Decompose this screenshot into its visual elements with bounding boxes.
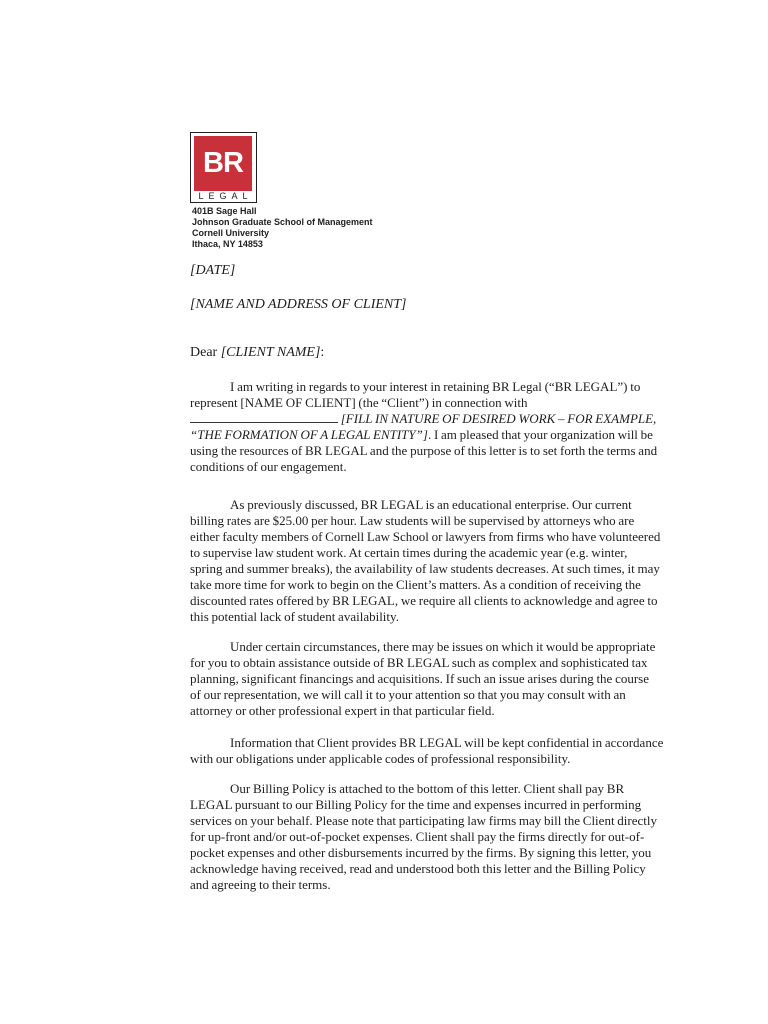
salutation-prefix: Dear bbox=[190, 345, 221, 360]
paragraph-line: discounted rates offered by BR LEGAL, we require all clients to acknowledge and agree to bbox=[190, 593, 658, 608]
address-line: Cornell University bbox=[192, 228, 270, 238]
paragraph-billing-policy bbox=[190, 781, 690, 893]
paragraph-line: acknowledge having received, read and understood both this letter and the Billing Policy bbox=[190, 861, 646, 876]
logo-wordmark: LEGAL bbox=[198, 191, 253, 201]
fill-in-blank bbox=[190, 412, 338, 423]
work-placeholder: [FILL IN NATURE OF DESIRED WORK – FOR EXAMPLE, bbox=[340, 411, 657, 426]
paragraph-line: billing rates are $25.00 per hour. Law students will be supervised by attorneys who are bbox=[190, 513, 635, 528]
salutation-name: [CLIENT NAME] bbox=[220, 345, 321, 360]
paragraph-line bbox=[190, 411, 690, 427]
paragraph-line: and agreeing to their terms. bbox=[190, 877, 331, 892]
salutation bbox=[190, 345, 690, 361]
paragraph-line: spring and summer breaks), the availability of law students decreases. At such times, it may bbox=[190, 561, 660, 576]
paragraph-line: pocket expenses and other disbursements incurred by the firms. By signing this letter, you bbox=[190, 845, 652, 860]
paragraph-line: this potential lack of student availability. bbox=[190, 609, 399, 624]
paragraph-line bbox=[190, 427, 690, 443]
paragraph-line: of our representation, we will call it to your attention so that you may consult with an bbox=[190, 687, 626, 702]
recipient-placeholder: [NAME AND ADDRESS OF CLIENT] bbox=[190, 297, 407, 312]
paragraph-intro bbox=[190, 379, 690, 475]
paragraph-line: As previously discussed, BR LEGAL is an educational enterprise. Our current bbox=[230, 497, 632, 512]
paragraph-outside-assistance bbox=[190, 639, 690, 719]
paragraph-line: I am writing in regards to your interest in retaining BR Legal (“BR LEGAL”) to bbox=[230, 379, 641, 394]
paragraph-confidentiality bbox=[190, 735, 690, 767]
paragraph-line: take more time for work to begin on the Client’s matters. As a condition of receiving the bbox=[190, 577, 641, 592]
paragraph-text: . I am pleased that your organization will be bbox=[427, 427, 653, 442]
paragraph-line: planning, significant financings and acquisitions. If such an issue arises during the course bbox=[190, 671, 650, 686]
address-line: 401B Sage Hall bbox=[192, 206, 257, 216]
paragraph-line: attorney or other professional expert in that particular field. bbox=[190, 703, 495, 718]
address-line: Ithaca, NY 14853 bbox=[192, 239, 263, 249]
paragraph-line: to supervise law student work. At certain times during the academic year (e.g. winter, bbox=[190, 545, 628, 560]
date-placeholder: [DATE] bbox=[190, 263, 236, 278]
paragraph-line: Our Billing Policy is attached to the bottom of this letter. Client shall pay BR bbox=[230, 781, 625, 796]
logo-red-block bbox=[194, 136, 252, 191]
paragraph-line: represent [NAME OF CLIENT] (the “Client”) in connection with bbox=[190, 395, 528, 410]
salutation-suffix: : bbox=[320, 345, 325, 360]
paragraph-line: using the resources of BR LEGAL and the purpose of this letter is to set forth the terms and bbox=[190, 443, 658, 458]
paragraph-line: conditions of our engagement. bbox=[190, 459, 347, 474]
paragraph-line: with our obligations under applicable codes of professional responsibility. bbox=[190, 751, 571, 766]
paragraph-line: for up-front and/or out-of-pocket expenses. Client shall pay the firms directly for out-of- bbox=[190, 829, 645, 844]
example-placeholder: “THE FORMATION OF A LEGAL ENTITY”] bbox=[190, 427, 428, 442]
paragraph-billing-rates bbox=[190, 497, 690, 625]
paragraph-line: for you to obtain assistance outside of BR LEGAL such as complex and sophisticated tax bbox=[190, 655, 648, 670]
address-line: Johnson Graduate School of Management bbox=[192, 217, 373, 227]
paragraph-line: Information that Client provides BR LEGAL will be kept confidential in accordance bbox=[230, 735, 664, 750]
paragraph-line: Under certain circumstances, there may be issues on which it would be appropriate bbox=[230, 639, 656, 654]
letterhead-address bbox=[192, 206, 373, 250]
paragraph-line: either faculty members of Cornell Law School or lawyers from firms who have volunteered bbox=[190, 529, 661, 544]
br-legal-logo bbox=[190, 132, 257, 203]
logo-mark: BR bbox=[203, 147, 243, 179]
paragraph-line: services on your behalf. Please note that participating law firms may bill the Client directly bbox=[190, 813, 658, 828]
paragraph-line: LEGAL pursuant to our Billing Policy for the time and expenses incurred in performing bbox=[190, 797, 642, 812]
